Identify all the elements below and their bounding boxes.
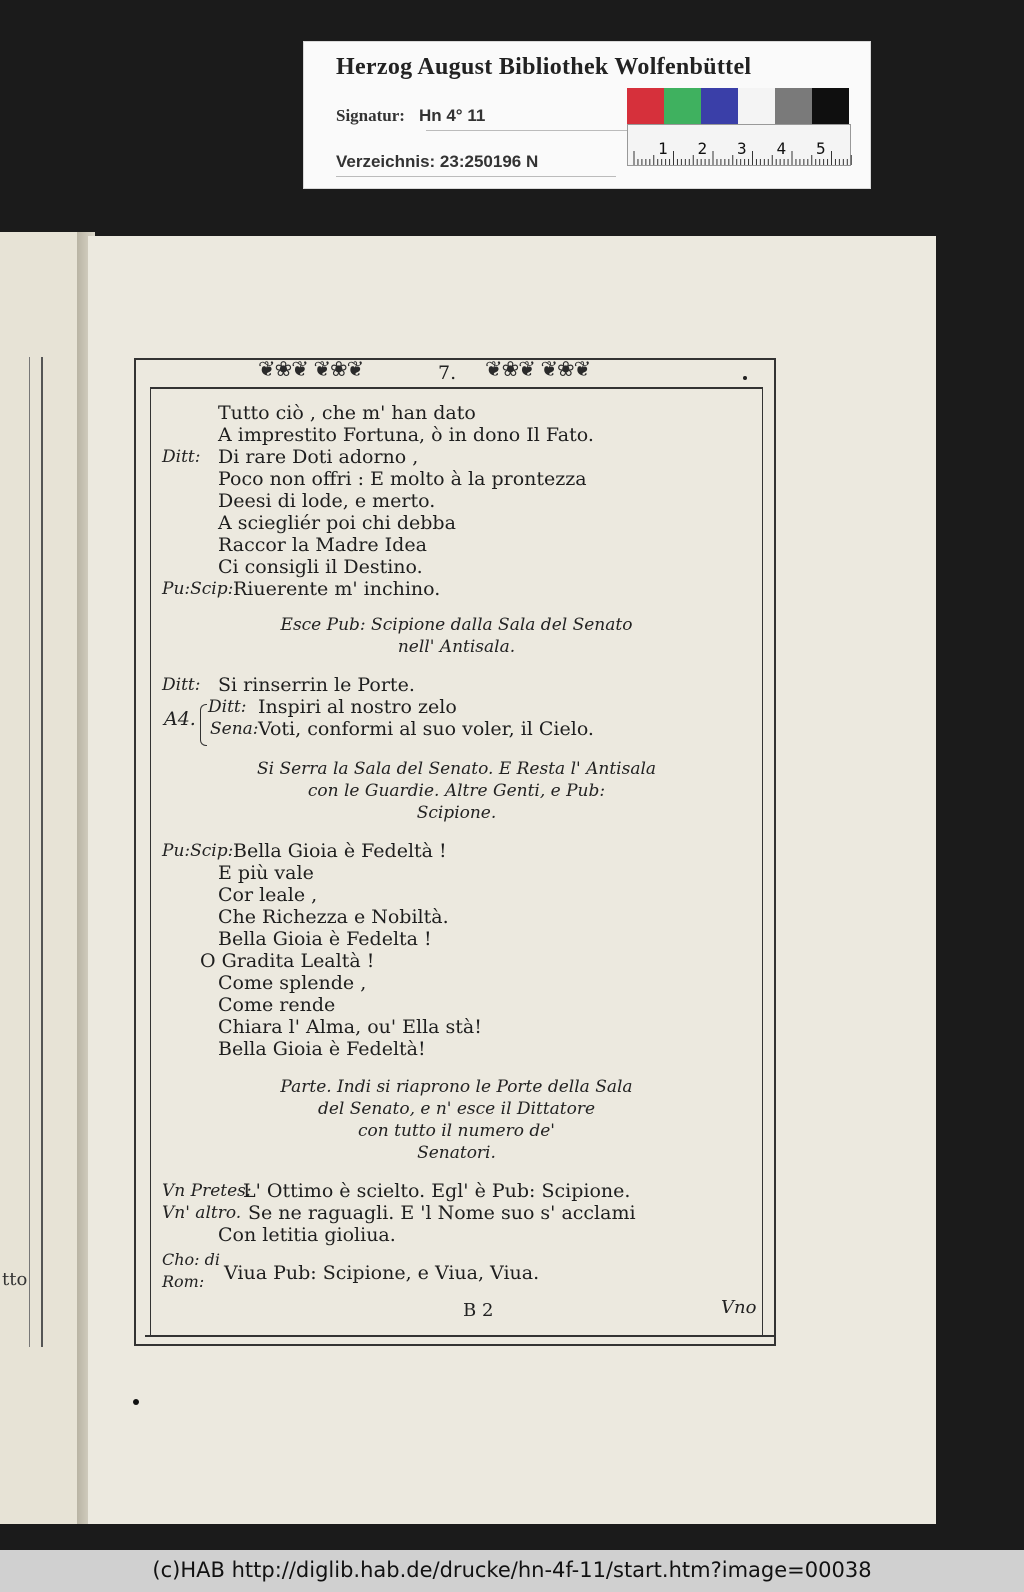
ruler-number: 2 [697,139,708,158]
speaker-label: Sena: [210,719,259,739]
footer-rule [145,1335,775,1337]
stage-direction: del Senato, e n' esce il Dittatore [317,1099,596,1119]
verse-line: Deesi di lode, e merto. [218,490,436,512]
verse-line: Chiara l' Alma, ou' Ella stà! [218,1016,482,1038]
speaker-label: Vn Pretes: [162,1181,252,1201]
speaker-brace [200,704,207,746]
stage-direction: nell' Antisala. [397,637,516,657]
verse-line: A sciegliér poi chi debba [218,512,456,534]
verse-line: Voti, conformi al suo voler, il Cielo. [258,718,594,740]
color-swatch [812,88,849,124]
color-swatch [627,88,664,124]
speaker-label: Ditt: [162,675,201,695]
left-page [0,232,86,1524]
verse-line: Se ne raguagli. E 'l Nome suo s' acclami [248,1202,636,1224]
signature-mark: B 2 [463,1300,494,1321]
verse-line: A imprestito Fortuna, ò in dono Il Fato. [218,424,594,446]
verse-line: Che Richezza e Nobiltà. [218,906,449,928]
stage-direction: Scipione. [416,803,497,823]
verse-line: Bella Gioia è Fedelta ! [218,928,432,950]
speaker-label: Pu:Scip: [162,579,234,599]
verse-line: Poco non offri : E molto à la prontezza [218,468,587,490]
verse-line: Con letitia gioliua. [218,1224,396,1246]
ruler-number: 1 [658,139,668,158]
archive-label [303,41,871,189]
signatur-row [336,106,485,126]
verse-line: Inspiri al nostro zelo [258,696,457,718]
color-swatch [664,88,701,124]
verse-line: Raccor la Madre Idea [218,534,427,556]
stage-direction: Senatori. [417,1143,496,1163]
signatur-key: Signatur: [336,106,405,125]
header-rule [150,387,763,389]
verse-line: Come rende [218,994,336,1016]
color-swatch [701,88,738,124]
library-name: Herzog August Bibliothek Wolfenbüttel [336,54,752,80]
verse-line: Tutto ciò , che m' han dato [218,402,476,424]
color-swatch [738,88,775,124]
left-page-frame-inner [0,357,30,1347]
stage-direction: con tutto il numero de' [358,1121,555,1141]
verzeichnis-underline [336,176,616,177]
verse-line: Riuerente m' inchino. [233,578,441,600]
stage-direction: Si Serra la Sala del Senato. E Resta l' Antisala [256,759,657,779]
left-page-bleed-text: tto [2,1269,28,1290]
color-swatch [775,88,812,124]
verse-line: Ci consigli il Destino. [218,556,423,578]
speaker-label: Pu:Scip: [162,841,234,861]
stage-direction: Esce Pub: Scipione dalla Sala del Senato [280,615,633,635]
speaker-label: Rom: [162,1272,205,1291]
footer-url-text: (c)HAB http://diglib.hab.de/drucke/hn-4f-11/start.htm?image=00038 [152,1558,872,1582]
verse-line: Come splende , [218,972,367,994]
scale-ruler [627,124,851,166]
verse-line: O Gradita Lealtà ! [200,950,375,972]
speaker-label-chorus: A4. [164,708,196,730]
frame-dot [743,376,747,380]
margin-dot [133,1399,139,1405]
ruler-number: 3 [737,139,747,158]
color-swatches [627,88,849,124]
verse-line: Di rare Doti adorno , [218,446,419,468]
speaker-label: Vn' altro. [162,1203,242,1223]
verse-line: L' Ottimo è scielto. Egl' è Pub: Scipione. [243,1180,631,1202]
speaker-label: Ditt: [162,447,201,467]
verse-line: Viua Pub: Scipione, e Viua, Viua. [224,1262,540,1284]
head-ornament-right: ❦❀❦ ❦❀❦ [485,357,591,381]
verse-line: Bella Gioia è Fedeltà! [218,1038,426,1060]
copyright-footer [0,1550,1024,1592]
speaker-label: Cho: di [162,1250,221,1269]
head-ornament-left: ❦❀❦ ❦❀❦ [258,357,364,381]
signatur-value: Hn 4° 11 [418,106,486,125]
verzeichnis: Verzeichnis: 23:250196 N [336,152,539,171]
ruler-number: 4 [776,139,787,158]
verse-line: E più vale [218,862,314,884]
verse-line: Cor leale , [218,884,318,906]
verse-line: Bella Gioia è Fedeltà ! [233,840,447,862]
verse-line: Si rinserrin le Porte. [218,674,415,696]
ruler-number: 5 [816,139,826,158]
stage-direction: con le Guardie. Altre Genti, e Pub: [307,781,606,801]
page-number: 7. [438,362,457,384]
speaker-label: Ditt: [208,697,247,717]
catchword: Vno [721,1297,757,1318]
stage-direction: Parte. Indi si riaprono le Porte della Sala [280,1077,633,1097]
